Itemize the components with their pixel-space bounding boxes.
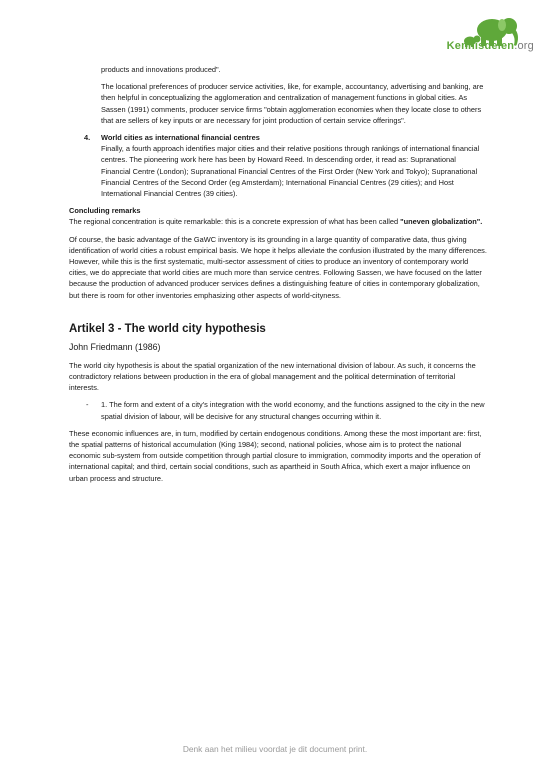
logo-wordmark[interactable]: Kennisdelen.org <box>446 40 534 52</box>
list-item-title: World cities as international financial centres <box>101 133 260 143</box>
footer-note: Denk aan het milieu voordat je dit document print. <box>182 744 368 754</box>
list-number: 4. <box>84 133 91 143</box>
paragraph-hypothesis: The world city hypothesis is about the spatial organization of the new international division of labour. As such, it concerns the contradictory relations between production in the era of global management and the political determination of territorial interests. <box>69 360 476 393</box>
list-item-4 <box>69 132 487 199</box>
list-item-dash <box>69 399 487 421</box>
document-body <box>69 64 487 490</box>
paragraph-quote-end: products and innovations produced". <box>101 65 221 74</box>
article-author: John Friedmann (1986) <box>69 341 161 352</box>
list-dash: - <box>86 400 89 410</box>
paragraph-economic: These economic influences are, in turn, modified by certain endogenous conditions. Among these the most important are: first, the spatial patterns of historical accumulation (King 1984); second, national policies, whose aim is to protect the national economic sub-system from outside competition through partial closure to immigration, commodity imports and the operation of international capital; and third, certain social conditions, such as apartheid in South Africa, which exert a major influence on urban process and structure. <box>69 428 482 483</box>
emphasis-uneven-globalization: "uneven globalization". <box>400 217 483 227</box>
section-heading-concluding: Concluding remarks <box>69 206 141 216</box>
paragraph-gawc: Of course, the basic advantage of the GaWC inventory is its grounding in a large quantity of comparative data, thus giving identification of world cities a robust empirical basis. We hope it helps alleviate the confusion illustrated by the many differences. However, while this is the first systematic, multi-sector assessment of cities to produce an inventory of contemporary world cities, we do appreciate that world cities are much more than service centres. Following Sassen, we have focused on the latter because the production of advanced producer services defines a distinguishing feature of cities in contemporary globalization, but there is room for other inventories emphasizing other aspects of world-cityness. <box>69 234 487 300</box>
article-title: Artikel 3 - The world city hypothesis <box>69 322 266 335</box>
list-item-text: 1. The form and extent of a city's integration with the world economy, and the functions assigned to the city in the new spatial division of labour, will be decisive for any structural changes occurring within it. <box>101 400 485 421</box>
paragraph-concluding: The regional concentration is quite remarkable: this is a concrete expression of what has been called "uneven globalization". <box>69 217 483 227</box>
paragraph-locational: The locational preferences of producer service activities, like, for example, accountancy, advertising and banking, are then helpful in conceptualizing the agglomeration and centralization of management functions in global cities. As Sassen (1991) comments, producer service firms "obtain agglomeration economies when they locate close to others that are sellers of key inputs or are necessary for joint production of certain service offerings". <box>101 82 484 125</box>
list-item-body: Finally, a fourth approach identifies major cities and their relative positions through rankings of international financial centres. The pioneering work here has been by Howard Reed. In descending order, it read as: Supranational Financial Centre (London); Supranational Financial Centres of the First Order (New York and Tokyo); Supranational Financial Centres of the Second Order (eg Amsterdam); International Financial Centres (29 cities); and Host International Financial Centres (39 cities). <box>101 144 480 199</box>
